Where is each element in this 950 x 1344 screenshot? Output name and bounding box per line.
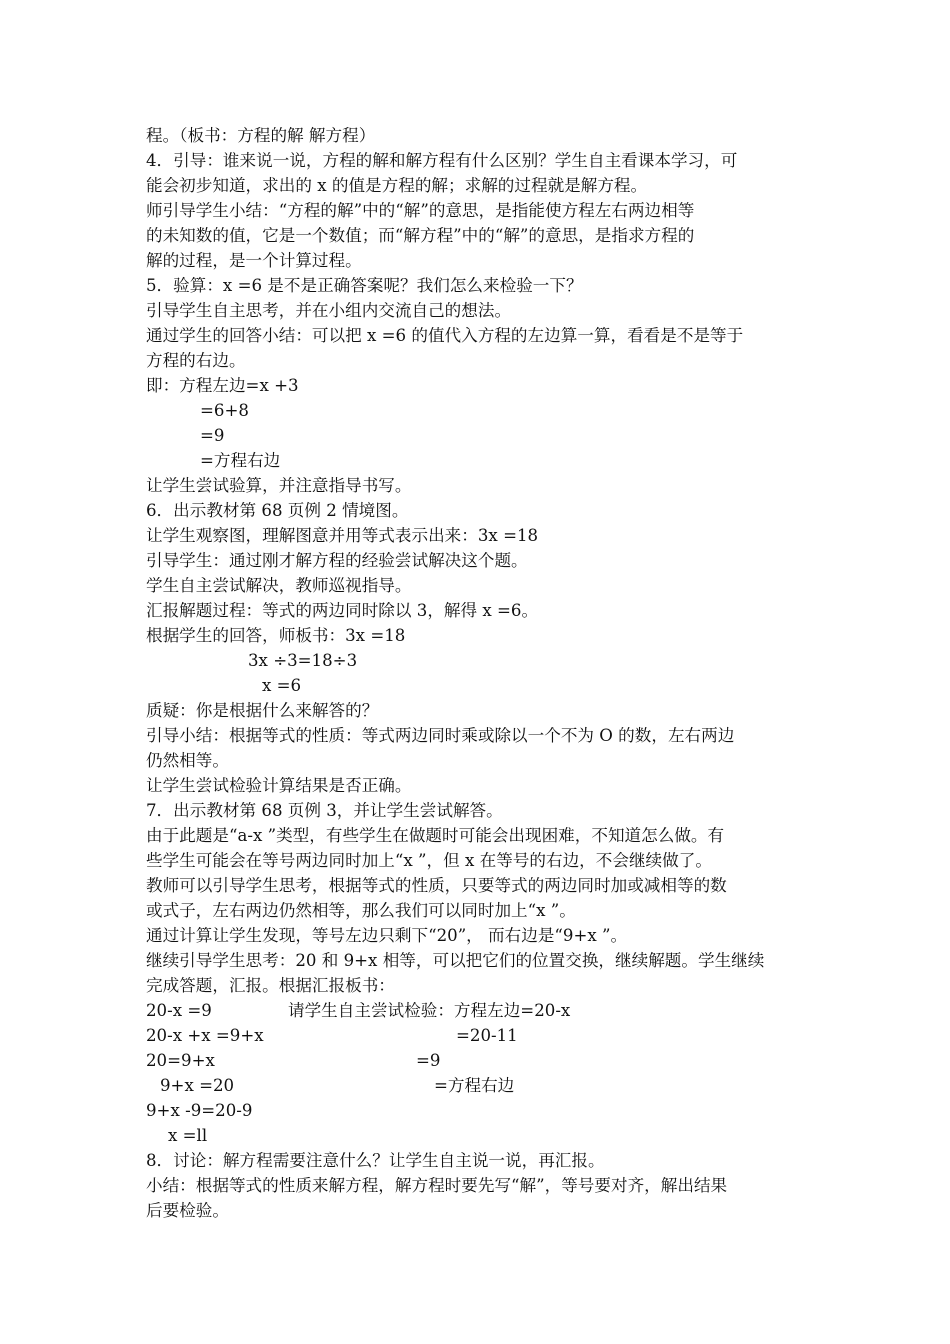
text-line: 8．讨论：解方程需要注意什么？让学生自主说一说，再汇报。 — [146, 1151, 605, 1170]
equation-line: 3x ÷3=18÷3 — [248, 651, 358, 670]
text-line: 完成答题，汇报。根据汇报板书： — [146, 976, 395, 995]
text-line: 的未知数的值，它是一个数值；而“解方程”中的“解”的意思，是指求方程的 — [146, 226, 695, 245]
check-line: 请学生自主尝试检验：方程左边=20-x — [288, 1001, 571, 1020]
text-line: 根据学生的回答，师板书：3x =18 — [146, 626, 406, 645]
text-line: 继续引导学生思考：20 和 9+x 相等，可以把它们的位置交换，继续解题。学生继续 — [146, 951, 765, 970]
text-line: 解的过程，是一个计算过程。 — [146, 251, 362, 270]
equation-line: x =6 — [262, 676, 302, 695]
text-line: 学生自主尝试解决，教师巡视指导。 — [146, 576, 412, 595]
check-line: =方程右边 — [434, 1076, 515, 1095]
text-line: 通过计算让学生发现，等号左边只剩下“20”， 而右边是“9+x ”。 — [146, 926, 628, 945]
text-line: 5．验算：x =6 是不是正确答案呢？我们怎么来检验一下？ — [146, 276, 583, 295]
text-line: 汇报解题过程：等式的两边同时除以 3，解得 x =6。 — [146, 601, 539, 620]
equation-line: 20-x =9 — [146, 1001, 212, 1020]
text-line: 引导小结：根据等式的性质：等式两边同时乘或除以一个不为 O 的数，左右两边 — [146, 726, 735, 745]
text-line: 教师可以引导学生思考，根据等式的性质，只要等式的两边同时加或减相等的数 — [146, 876, 727, 895]
text-line: 方程的右边。 — [146, 351, 246, 370]
text-line: 程。（板书：方程的解 解方程） — [146, 126, 376, 145]
text-line: 引导学生：通过刚才解方程的经验尝试解决这个题。 — [146, 551, 528, 570]
text-line: 让学生观察图，理解图意并用等式表示出来：3x =18 — [146, 526, 539, 545]
equation-line: 9+x -9=20-9 — [146, 1101, 253, 1120]
equation-line: 9+x =20 — [160, 1076, 235, 1095]
text-line: 4．引导：谁来说一说，方程的解和解方程有什么区别？学生自主看课本学习，可 — [146, 151, 738, 170]
equation-line: 20=9+x — [146, 1051, 215, 1070]
text-line: 质疑：你是根据什么来解答的？ — [146, 701, 379, 720]
text-line: 些学生可能会在等号两边同时加上“x ”，但 x 在等号的右边，不会继续做了。 — [146, 851, 712, 870]
equation-line: 20-x +x =9+x — [146, 1026, 264, 1045]
text-line: 能会初步知道，求出的 x 的值是方程的解；求解的过程就是解方程。 — [146, 176, 648, 195]
text-line: 由于此题是“a-x ”类型，有些学生在做题时可能会出现困难，不知道怎么做。有 — [146, 826, 725, 845]
text-line: 让学生尝试检验计算结果是否正确。 — [146, 776, 412, 795]
text-line: 师引导学生小结：“方程的解”中的“解”的意思，是指能使方程左右两边相等 — [146, 201, 695, 220]
equation-line: =方程右边 — [200, 451, 281, 470]
text-line: 通过学生的回答小结：可以把 x =6 的值代入方程的左边算一算，看看是不是等于 — [146, 326, 744, 345]
text-line: 小结：根据等式的性质来解方程，解方程时要先写“解”，等号要对齐，解出结果 — [146, 1176, 728, 1195]
equation-line: 即：方程左边=x +3 — [146, 376, 299, 395]
text-line: 7．出示教材第 68 页例 3，并让学生尝试解答。 — [146, 801, 503, 820]
text-line: 6．出示教材第 68 页例 2 情境图。 — [146, 501, 409, 520]
check-line: =9 — [416, 1051, 441, 1070]
equation-line: x =ll — [168, 1126, 208, 1145]
equation-line: =6+8 — [200, 401, 249, 420]
text-line: 让学生尝试验算，并注意指导书写。 — [146, 476, 412, 495]
text-line: 引导学生自主思考，并在小组内交流自己的想法。 — [146, 301, 512, 320]
equation-line: =9 — [200, 426, 225, 445]
text-line: 后要检验。 — [146, 1201, 229, 1220]
text-line: 仍然相等。 — [146, 751, 229, 770]
check-line: =20-11 — [456, 1026, 518, 1045]
text-line: 或式子，左右两边仍然相等，那么我们可以同时加上“x ”。 — [146, 901, 576, 920]
